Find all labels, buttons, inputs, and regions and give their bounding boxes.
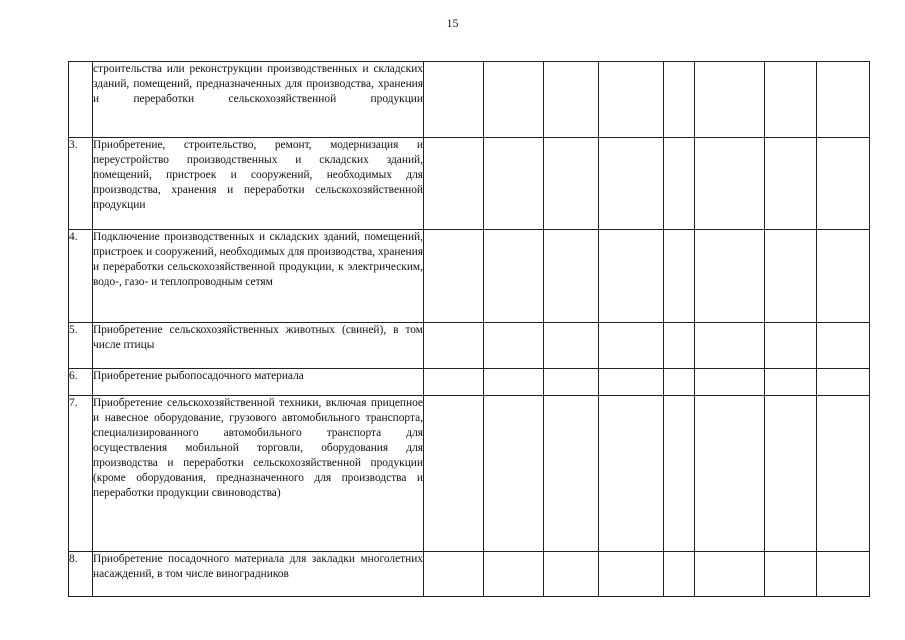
- row-number: 6.: [69, 369, 93, 396]
- table-cell: [695, 138, 765, 230]
- table-cell: [765, 369, 817, 396]
- measures-table: [68, 61, 870, 597]
- table-cell: [424, 552, 484, 597]
- page-number: 15: [446, 16, 459, 30]
- table-row: [69, 552, 870, 597]
- table-cell: [599, 62, 664, 138]
- table-cell: [544, 396, 599, 552]
- table-cell: [817, 369, 870, 396]
- table-cell: [484, 230, 544, 323]
- table-cell: [484, 323, 544, 369]
- table-cell: [664, 230, 695, 323]
- table-row: [69, 230, 870, 323]
- table-cell: [599, 323, 664, 369]
- table-cell: [544, 62, 599, 138]
- table-cell: [664, 552, 695, 597]
- table-cell: [695, 552, 765, 597]
- row-number: 4.: [69, 230, 93, 323]
- table-cell: [544, 230, 599, 323]
- table-cell: [817, 138, 870, 230]
- table-cell: [544, 323, 599, 369]
- table-cell: [765, 62, 817, 138]
- table-cell: [599, 369, 664, 396]
- row-number: [69, 62, 93, 138]
- table-cell: [695, 62, 765, 138]
- table-cell: [599, 230, 664, 323]
- table-cell: [695, 369, 765, 396]
- table-cell: [695, 396, 765, 552]
- row-description: Подключение производственных и складских зданий, помещений, пристроек и сооружений, необходимых для производства, хранения и переработки сельскохозяйственной продукции, к электрическим, водо-, газо- и теплопроводным сетям: [93, 230, 424, 323]
- table-cell: [484, 62, 544, 138]
- table-cell: [817, 552, 870, 597]
- table-cell: [424, 323, 484, 369]
- table-row: [69, 323, 870, 369]
- table-cell: [765, 230, 817, 323]
- table-cell: [817, 230, 870, 323]
- row-description: Приобретение посадочного материала для закладки многолетних насаждений, в том числе виноградников: [93, 552, 424, 597]
- table-cell: [484, 396, 544, 552]
- table-row: [69, 396, 870, 552]
- table-cell: [484, 369, 544, 396]
- row-description: Приобретение рыбопосадочного материала: [93, 369, 424, 396]
- table-cell: [544, 552, 599, 597]
- table-cell: [817, 323, 870, 369]
- table-cell: [664, 138, 695, 230]
- table-cell: [424, 369, 484, 396]
- table-cell: [664, 369, 695, 396]
- table-cell: [765, 323, 817, 369]
- row-description: Приобретение, строительство, ремонт, модернизация и переустройство производственных и складских зданий, помещений, пристроек и сооружений, необходимых для производства, хранения и переработки сельскохозяйственной продукции: [93, 138, 424, 230]
- table-cell: [765, 138, 817, 230]
- row-number: 7.: [69, 396, 93, 552]
- table-cell: [424, 138, 484, 230]
- row-number: 8.: [69, 552, 93, 597]
- table-cell: [544, 138, 599, 230]
- table-cell: [695, 230, 765, 323]
- row-description: строительства или реконструкции производственных и складских зданий, помещений, предназначенных для производства, хранения и переработки сельскохозяйственной продукции: [93, 62, 424, 138]
- table-cell: [599, 396, 664, 552]
- table-cell: [695, 323, 765, 369]
- row-description: Приобретение сельскохозяйственных животных (свиней), в том числе птицы: [93, 323, 424, 369]
- row-number: 3.: [69, 138, 93, 230]
- table-cell: [664, 62, 695, 138]
- table-cell: [817, 396, 870, 552]
- table-cell: [664, 323, 695, 369]
- table-cell: [424, 396, 484, 552]
- table-cell: [544, 369, 599, 396]
- table-cell: [424, 230, 484, 323]
- table-row: [69, 369, 870, 396]
- table-cell: [765, 552, 817, 597]
- table-row: [69, 138, 870, 230]
- table-cell: [599, 552, 664, 597]
- table-cell: [484, 138, 544, 230]
- table-cell: [424, 62, 484, 138]
- table-cell: [484, 552, 544, 597]
- table-cell: [599, 138, 664, 230]
- row-description: Приобретение сельскохозяйственной техники, включая прицепное и навесное оборудование, грузового автомобильного транспорта, специализированного автомобильного транспорта для осуществления мобильной торговли, оборудования для производства и переработки сельскохозяйственной продукции (кроме оборудования, предназначенного для производства и переработки продукции свиноводства): [93, 396, 424, 552]
- table-cell: [664, 396, 695, 552]
- table-cell: [817, 62, 870, 138]
- table-row: [69, 62, 870, 138]
- row-number: 5.: [69, 323, 93, 369]
- table-cell: [765, 396, 817, 552]
